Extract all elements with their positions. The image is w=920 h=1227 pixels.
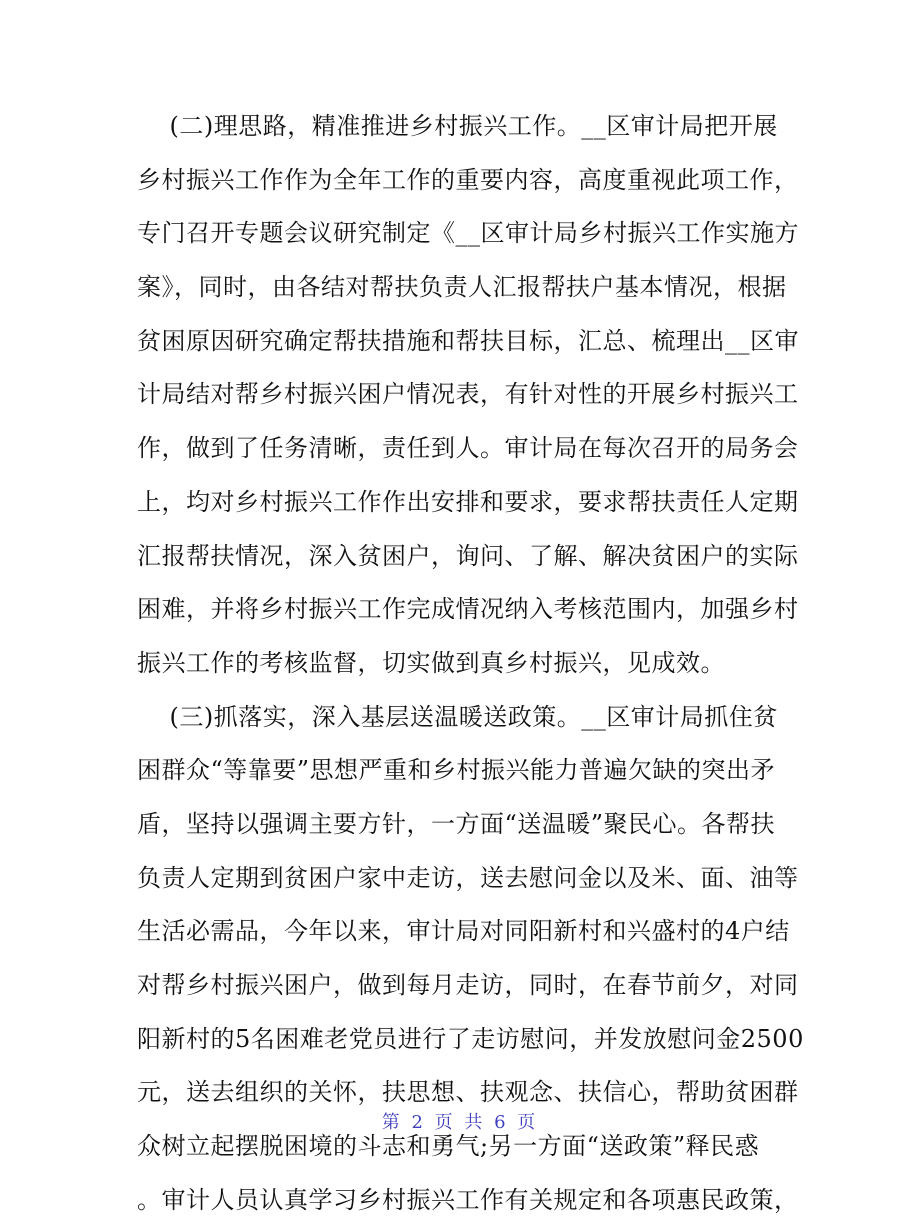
text-line: 计局结对帮乡村振兴困户情况表，有针对性的开展乡村振兴工 xyxy=(137,380,799,409)
text-line: 。审计人员认真学习乡村振兴工作有关规定和各项惠民政策， xyxy=(137,1185,799,1214)
text-line: 振兴工作的考核监督，切实做到真乡村振兴，见成效。 xyxy=(137,648,725,677)
body-text xyxy=(137,100,804,1227)
text-line: (二)理思路，精准推进乡村振兴工作。__区审计局把开展 xyxy=(137,112,778,140)
text-line: 对帮乡村振兴困户，做到每月走访，同时，在春节前夕，对同 xyxy=(137,971,799,999)
text-line: 案》，同时，由各结对帮扶负责人汇报帮扶户基本情况，根据 xyxy=(137,273,787,302)
text-line: 盾，坚持以强调主要方针，一方面“送温暖”聚民心。各帮扶 xyxy=(137,809,776,838)
text-line: 元，送去组织的关怀，扶思想、扶观念、扶信心，帮助贫困群 xyxy=(137,1078,799,1107)
text-line: (三)抓落实，深入基层送温暖送政策。__区审计局抓住贫 xyxy=(137,702,778,731)
text-line: 生活必需品，今年以来，审计局对同阳新村和兴盛村的4户结 xyxy=(137,917,790,946)
text-line: 上，均对乡村振兴工作作出安排和要求，要求帮扶责任人定期 xyxy=(137,487,799,516)
text-line: 困难，并将乡村振兴工作完成情况纳入考核范围内，加强乡村 xyxy=(137,595,799,624)
text-line: 专门召开专题会议研究制定《__区审计局乡村振兴工作实施方 xyxy=(137,219,799,248)
text-line: 众树立起摆脱困境的斗志和勇气;另一方面“送政策”释民惑 xyxy=(137,1132,760,1161)
text-line: 乡村振兴工作作为全年工作的重要内容，高度重视此项工作， xyxy=(137,165,799,194)
text-line: 负责人定期到贫困户家中走访，送去慰问金以及米、面、油等 xyxy=(137,863,799,892)
text-line: 阳新村的5名困难老党员进行了走访慰问，并发放慰问金2500 xyxy=(137,1024,804,1053)
page-number-footer: 第 2 页 共 6 页 xyxy=(381,1112,539,1133)
text-line: 贫困原因研究确定帮扶措施和帮扶目标，汇总、梳理出__区审 xyxy=(137,326,799,355)
text-line: 汇报帮扶情况，深入贫困户，询问、了解、解决贫困户的实际 xyxy=(137,541,799,570)
text-line: 作，做到了任务清晰，责任到人。审计局在每次召开的局务会 xyxy=(137,434,799,463)
text-line: 困群众“等靠要”思想严重和乡村振兴能力普遍欠缺的突出矛 xyxy=(137,756,776,785)
